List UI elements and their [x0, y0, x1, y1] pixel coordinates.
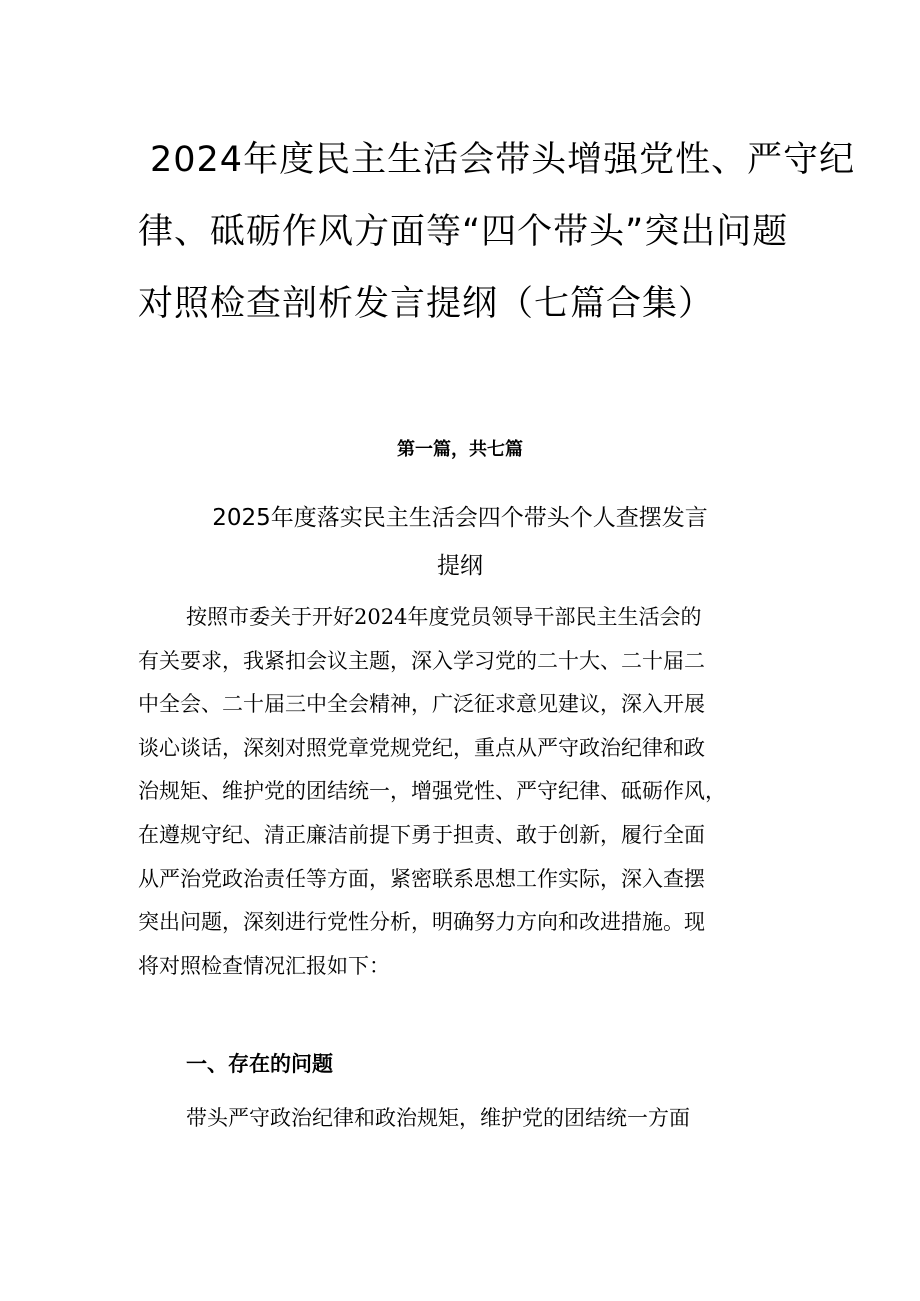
- section-heading: 一、存在的问题: [186, 1052, 333, 1076]
- paragraph-line: 治规矩、维护党的团结统一，增强党性、严守纪律、砥砺作风，: [138, 779, 726, 804]
- paragraph-line: 按照市委关于开好2024年度党员领导干部民主生活会的: [186, 605, 702, 629]
- subtitle-line: 提纲: [437, 553, 483, 579]
- part-label: 第一篇，共七篇: [397, 439, 523, 460]
- title-line: 律、砥砺作风方面等“四个带头”突出问题: [138, 212, 789, 252]
- section-paragraph-line: 带头严守政治纪律和政治规矩，维护党的团结统一方面: [186, 1106, 690, 1130]
- paragraph-line: 谈心谈话，深刻对照党章党规党纪，重点从严守政治纪律和政: [138, 735, 705, 760]
- title-line: 对照检查剖析发言提纲（七篇合集）: [138, 284, 715, 324]
- document-title: [138, 124, 856, 340]
- paragraph-line: 在遵规守纪、清正廉洁前提下勇于担责、敢于创新，履行全面: [138, 822, 705, 847]
- subtitle-line: 2025年度落实民主生活会四个带头个人查摆发言: [212, 505, 708, 531]
- paragraph-line: 将对照检查情况汇报如下：: [138, 953, 390, 978]
- paragraph-line: 从严治党政治责任等方面，紧密联系思想工作实际，深入查摆: [138, 866, 705, 891]
- paragraph-line: 突出问题，深刻进行党性分析，明确努力方向和改进措施。现: [138, 910, 705, 935]
- paragraph-line: 中全会、二十届三中全会精神，广泛征求意见建议，深入开展: [138, 692, 705, 717]
- paragraph-line: 有关要求，我紧扣会议主题，深入学习党的二十大、二十届二: [138, 648, 705, 673]
- title-line: 2024年度民主生活会带头增强党性、严守纪: [150, 140, 856, 180]
- intro-paragraph: [138, 596, 798, 988]
- document-subtitle: [0, 494, 920, 590]
